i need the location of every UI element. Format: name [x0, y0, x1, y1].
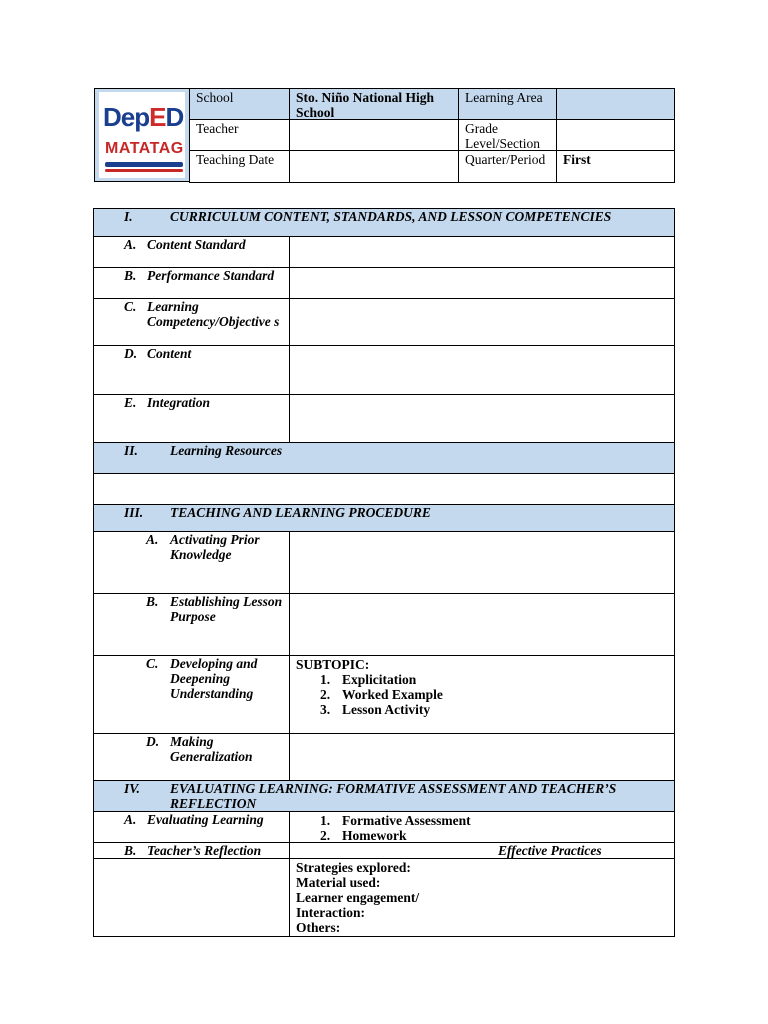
activating-prior-knowledge-value[interactable]: [289, 531, 675, 594]
row-letter: C.: [146, 656, 159, 671]
reflection-left-blank: [93, 858, 290, 937]
effective-practices-cell: [289, 842, 675, 859]
reflection-line: Interaction:: [296, 905, 365, 920]
evaluating-learning-label: Evaluating Learning: [147, 812, 264, 827]
establishing-lesson-purpose-label-cell: [93, 593, 290, 656]
section-2-title: Learning Resources: [170, 443, 283, 458]
integration-label: Integration: [147, 395, 211, 410]
developing-understanding-label: Developing and Deepening Understanding: [170, 656, 258, 701]
section-2-number: II.: [124, 443, 138, 458]
quarter-value-cell[interactable]: [556, 150, 675, 183]
activating-prior-knowledge-label-cell: [93, 531, 290, 594]
reflection-line: Strategies explored:: [296, 860, 411, 875]
evaluating-learning-value[interactable]: [289, 811, 675, 843]
row-letter: A.: [146, 532, 159, 547]
grade-label: Grade Level/Section: [465, 121, 540, 151]
developing-understanding-label-cell: [93, 655, 290, 734]
reflection-line: Others:: [296, 920, 341, 935]
date-label: Teaching Date: [196, 152, 275, 167]
row-letter: E.: [124, 395, 137, 410]
integration-value[interactable]: [289, 394, 675, 443]
learning-resources-value[interactable]: [93, 473, 675, 505]
effective-practices-heading: Effective Practices: [498, 843, 602, 858]
making-generalization-label: Making Generalization: [170, 734, 253, 764]
section-1-number: I.: [124, 209, 133, 224]
deped-wordmark: DepED: [103, 102, 184, 132]
logo-panel: [99, 92, 185, 178]
list-item: 1. Formative Assessment: [320, 813, 471, 828]
evaluation-list: [296, 813, 668, 843]
date-value-cell[interactable]: [289, 150, 459, 183]
content-standard-label-cell: [93, 236, 290, 268]
school-label: School: [196, 90, 234, 105]
section-3-number: III.: [124, 505, 144, 520]
learning-competency-label-cell: [93, 298, 290, 346]
row-letter: B.: [124, 268, 137, 283]
quarter-value: First: [563, 152, 591, 167]
list-item: 1. Explicitation: [320, 672, 417, 687]
school-label-cell: [189, 88, 290, 120]
content-standard-value[interactable]: [289, 236, 675, 268]
establishing-lesson-purpose-value[interactable]: [289, 593, 675, 656]
content-label-cell: [93, 345, 290, 395]
section-4-title: EVALUATING LEARNING: FORMATIVE ASSESSMENT AND TEACHER’S REFLECTION: [170, 781, 617, 811]
establishing-lesson-purpose-label: Establishing Lesson Purpose: [170, 594, 283, 624]
performance-standard-value[interactable]: [289, 267, 675, 299]
learning-competency-value[interactable]: [289, 298, 675, 346]
section-2-header: [93, 442, 675, 474]
section-1-header: [93, 208, 675, 237]
section-3-title: TEACHING AND LEARNING PROCEDURE: [170, 505, 431, 520]
list-item: 2. Worked Example: [320, 687, 443, 702]
section-4-header: [93, 780, 675, 812]
deped-matatag-logo: [94, 88, 190, 182]
logo-stripe-blue: [105, 162, 183, 167]
row-letter: A.: [124, 812, 137, 827]
list-item: 2. Homework: [320, 828, 407, 843]
subtopic-list: [296, 672, 668, 717]
logo-stripe-red: [105, 169, 183, 172]
row-letter: B.: [124, 843, 137, 858]
teacher-reflection-label-cell: [93, 842, 290, 859]
teacher-reflection-label: Teacher’s Reflection: [147, 843, 262, 858]
subtopic-heading: SUBTOPIC:: [296, 657, 370, 672]
row-letter: D.: [124, 346, 138, 361]
school-value: Sto. Niño National High School: [296, 90, 435, 120]
performance-standard-label: Performance Standard: [147, 268, 275, 283]
school-value-cell: [289, 88, 459, 120]
row-letter: C.: [124, 299, 137, 314]
section-1-title: CURRICULUM CONTENT, STANDARDS, AND LESSON COMPETENCIES: [170, 209, 612, 224]
list-item: 3. Lesson Activity: [320, 702, 431, 717]
making-generalization-label-cell: [93, 733, 290, 781]
making-generalization-value[interactable]: [289, 733, 675, 781]
row-letter: D.: [146, 734, 160, 749]
reflection-line: Material used:: [296, 875, 381, 890]
row-letter: B.: [146, 594, 159, 609]
date-label-cell: [189, 150, 290, 183]
reflection-line: Learner engagement/: [296, 890, 420, 905]
teacher-label: Teacher: [196, 121, 239, 136]
teacher-label-cell: [189, 119, 290, 151]
activating-prior-knowledge-label: Activating Prior Knowledge: [170, 532, 260, 562]
content-label: Content: [147, 346, 192, 361]
evaluating-learning-label-cell: [93, 811, 290, 843]
grade-label-cell: [458, 119, 557, 151]
grade-value-cell[interactable]: [556, 119, 675, 151]
section-3-header: [93, 504, 675, 532]
performance-standard-label-cell: [93, 267, 290, 299]
content-value[interactable]: [289, 345, 675, 395]
quarter-label: Quarter/Period: [465, 152, 546, 167]
integration-label-cell: [93, 394, 290, 443]
learning-competency-label: Learning Competency/Objective s: [147, 299, 280, 329]
content-standard-label: Content Standard: [147, 237, 246, 252]
learning-area-label-cell: [458, 88, 557, 120]
quarter-label-cell: [458, 150, 557, 183]
teacher-value-cell[interactable]: [289, 119, 459, 151]
row-letter: A.: [124, 237, 137, 252]
section-4-number: IV.: [124, 781, 140, 796]
learning-area-value-cell[interactable]: [556, 88, 675, 120]
learning-area-label: Learning Area: [465, 90, 543, 105]
developing-understanding-value[interactable]: [289, 655, 675, 734]
reflection-value[interactable]: [289, 858, 675, 937]
matatag-wordmark: MATATAG: [105, 140, 184, 157]
